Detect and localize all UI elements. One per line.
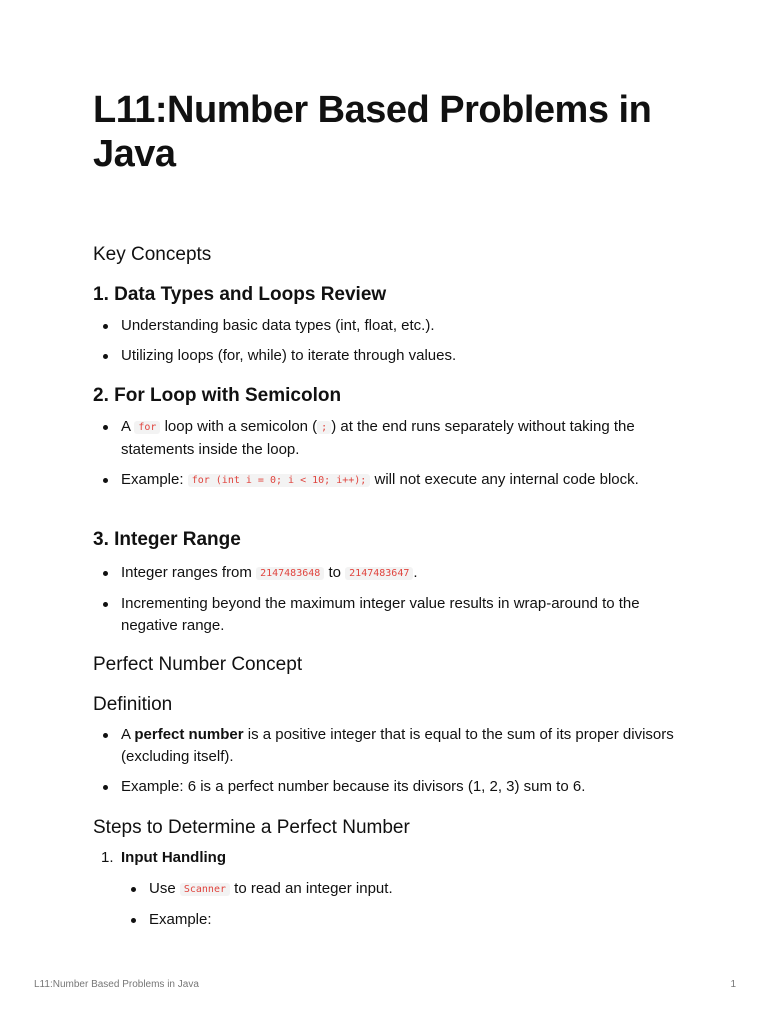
- heading-key-concepts: Key Concepts: [93, 244, 212, 265]
- page-number: 1: [730, 979, 736, 990]
- list-item: Use Scanner to read an integer input.: [121, 878, 681, 901]
- list-definition: [93, 724, 683, 806]
- inline-code: for (int i = 0; i < 10; i++);: [188, 474, 371, 487]
- list-item: Example: for (int i = 0; i < 10; i++); will not execute any internal code block.: [93, 469, 683, 492]
- list-data-types: [93, 315, 683, 375]
- heading-steps: Steps to Determine a Perfect Number: [93, 817, 410, 838]
- inline-code: 2147483648: [256, 567, 324, 580]
- list-for-loop: [93, 416, 683, 500]
- heading-for-loop: 2. For Loop with Semicolon: [93, 385, 342, 406]
- inline-code: Scanner: [180, 883, 230, 896]
- list-item: 1. Input Handling Use Scanner to read an integer input. Example:: [93, 847, 683, 939]
- list-item: Incrementing beyond the maximum integer value results in wrap-around to the negative range.: [93, 593, 683, 637]
- heading-integer-range: 3. Integer Range: [93, 529, 241, 550]
- page-title: L11:Number Based Problems in Java: [93, 89, 652, 175]
- list-item: Integer ranges from 2147483648 to 2147483647 .: [93, 562, 683, 585]
- inline-code: 2147483647: [345, 567, 413, 580]
- list-item: Example: 6 is a perfect number because its divisors (1, 2, 3) sum to 6.: [93, 776, 683, 798]
- heading-definition: Definition: [93, 694, 173, 715]
- list-item: Example:: [121, 909, 681, 931]
- list-item: A perfect number is a positive integer that is equal to the sum of its proper divisors (excluding itself).: [93, 724, 683, 768]
- sublist-input-handling: [121, 878, 681, 939]
- inline-code: for: [134, 421, 160, 434]
- list-steps: [93, 847, 683, 947]
- list-item: Utilizing loops (for, while) to iterate through values.: [93, 345, 683, 367]
- heading-perfect-number: Perfect Number Concept: [93, 654, 303, 675]
- inline-code: ;: [317, 421, 331, 434]
- list-integer-range: [93, 562, 683, 645]
- list-item: A for loop with a semicolon ( ; ) at the end runs separately without taking the statements inside the loop.: [93, 416, 683, 461]
- heading-data-types: 1. Data Types and Loops Review: [93, 284, 387, 305]
- list-item: Understanding basic data types (int, float, etc.).: [93, 315, 683, 337]
- footer-title: L11:Number Based Problems in Java: [34, 979, 199, 990]
